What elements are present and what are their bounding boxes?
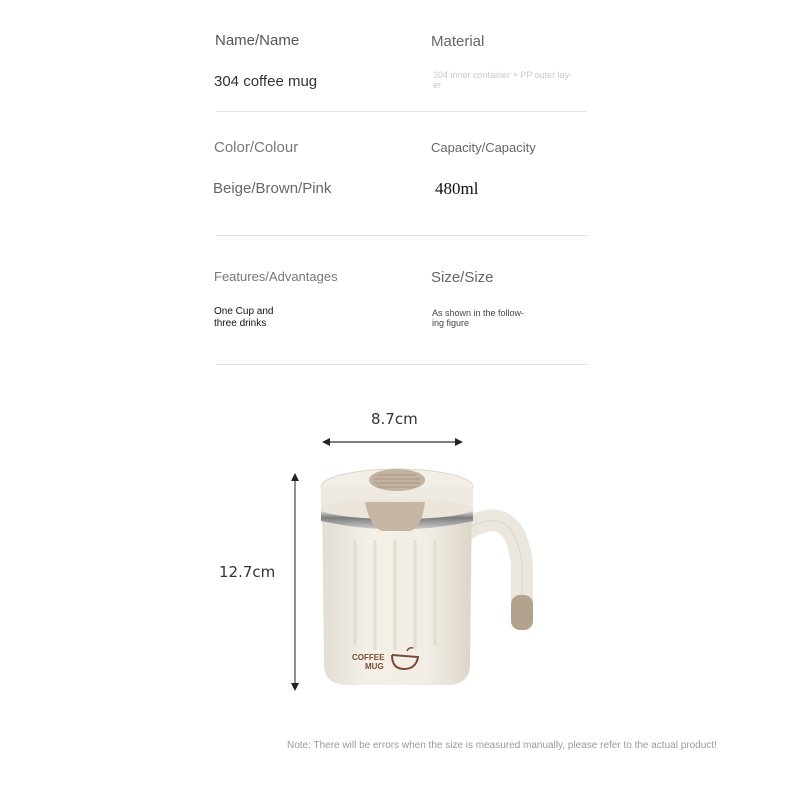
name-value: 304 coffee mug bbox=[214, 73, 318, 90]
mug-print-mug: MUG bbox=[365, 662, 384, 671]
size-label: Size/Size bbox=[431, 269, 494, 286]
size-value: As shown in the follow- ing figure bbox=[432, 308, 525, 328]
material-value: 304 inner container + PP outer lay- er bbox=[433, 70, 573, 90]
name-label: Name/Name bbox=[215, 32, 300, 49]
height-arrow-icon bbox=[289, 472, 301, 692]
width-dimension-label: 8.7cm bbox=[371, 410, 418, 428]
features-value: One Cup and three drinks bbox=[214, 306, 274, 329]
material-label: Material bbox=[431, 33, 485, 50]
height-dimension-label: 12.7cm bbox=[219, 563, 276, 581]
capacity-value: 480ml bbox=[435, 179, 479, 198]
features-label: Features/Advantages bbox=[214, 269, 338, 284]
coffee-mug-image bbox=[310, 455, 540, 715]
mug-print-coffee: COFFEE bbox=[352, 653, 385, 662]
row-divider bbox=[216, 364, 587, 365]
measurement-note: Note: There will be errors when the size is measured manually, please refer to the actual product! bbox=[287, 740, 717, 751]
row-divider bbox=[216, 111, 587, 112]
color-value: Beige/Brown/Pink bbox=[213, 180, 332, 197]
color-label: Color/Colour bbox=[214, 139, 299, 156]
row-divider bbox=[216, 235, 587, 236]
width-arrow-icon bbox=[320, 436, 465, 448]
capacity-label: Capacity/Capacity bbox=[431, 140, 536, 155]
